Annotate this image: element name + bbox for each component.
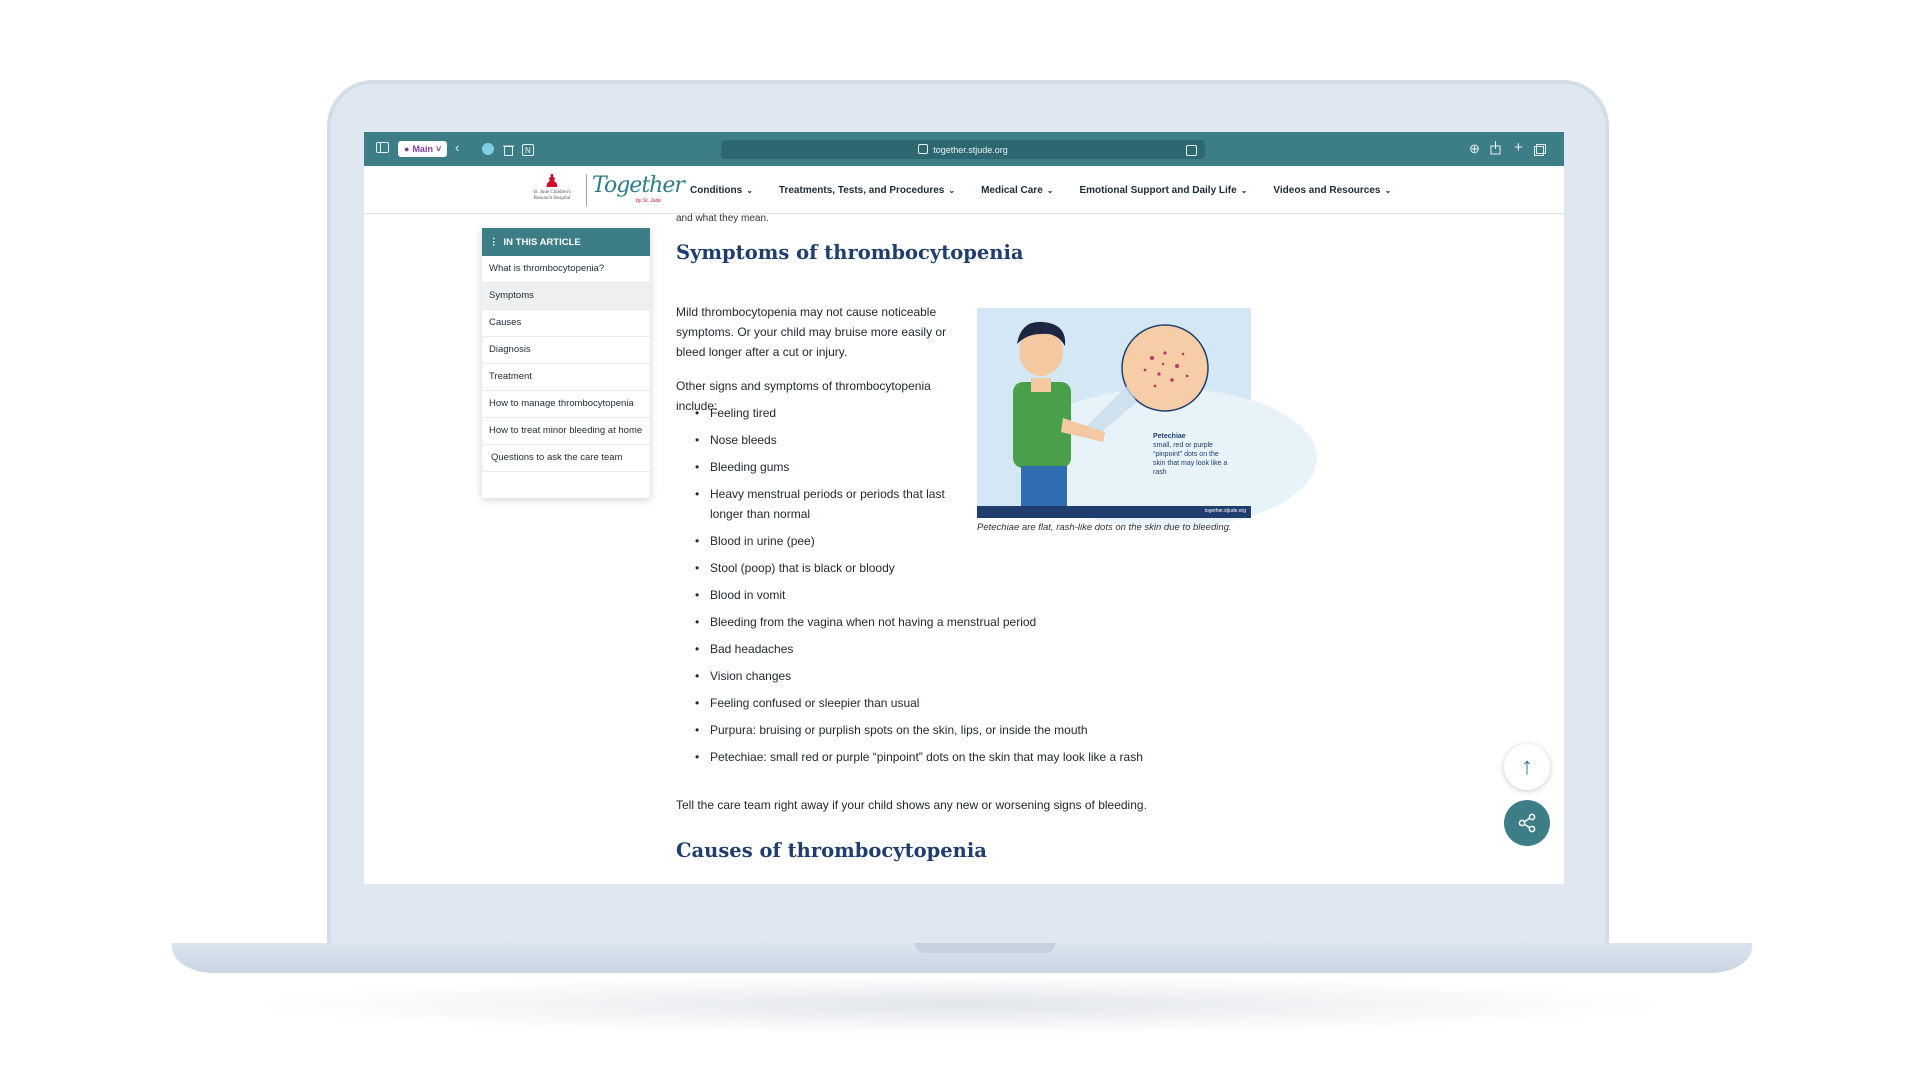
toc-item-questions[interactable]: Questions to ask the care team [482, 445, 650, 472]
petechiae-label-text: small, red or purple “pinpoint” dots on the skin that may look like a rash [1153, 442, 1228, 476]
svg-text:N: N [525, 146, 531, 155]
logo-divider [586, 174, 587, 206]
list-item: • Heavy menstrual periods or periods that last longer than normal [676, 484, 974, 524]
chevron-down-icon: ⌄ [746, 185, 753, 195]
nav-label: Conditions [690, 184, 743, 196]
reader-icon[interactable] [1186, 143, 1197, 161]
nav-label: Treatments, Tests, and Procedures [778, 184, 945, 196]
extension-icon[interactable] [482, 143, 494, 155]
list-item: • Stool (poop) that is black or bloody [676, 558, 1143, 578]
list-item: • Vision changes [676, 666, 1143, 686]
together-logo[interactable]: Together [592, 173, 684, 198]
person-icon: ● [404, 144, 410, 154]
url-text: together.stjude.org [933, 144, 1008, 155]
toc-item-symptoms[interactable]: Symptoms [482, 283, 650, 310]
list-item: • Blood in vomit [676, 585, 1143, 605]
share-icon[interactable] [1490, 141, 1501, 160]
nav-videos-resources[interactable] [1273, 185, 1391, 196]
back-icon[interactable]: ‹ [455, 140, 460, 155]
sidebar-icon[interactable] [376, 142, 389, 156]
toc-item-minor-bleeding[interactable]: How to treat minor bleeding at home [482, 418, 650, 445]
nav-treatments[interactable] [779, 185, 955, 196]
figure-footer [977, 506, 1251, 518]
petechiae-label-title: Petechiae [1153, 433, 1186, 440]
st-jude-seal-icon: ♟ [543, 171, 561, 191]
laptop-notch [915, 943, 1055, 953]
browser-toolbar [364, 132, 1564, 166]
petechiae-illustration [977, 308, 1251, 518]
toc-item-treatment[interactable]: Treatment [482, 364, 650, 391]
figure-caption: Petechiae are flat, rash-like dots on the skin due to bleeding. [977, 522, 1232, 533]
list-item: • Nose bleeds [676, 430, 1143, 450]
nav-medical-care[interactable] [981, 185, 1053, 196]
chevron-down-icon: ⌄ [948, 185, 956, 195]
kebab-icon: ⋮ [489, 236, 499, 248]
browser-screen [364, 132, 1564, 884]
tabs-icon[interactable] [1534, 143, 1546, 161]
list-item: • Petechiae: small red or purple “pinpoint” dots on the skin that may look like a rash [676, 747, 1143, 767]
arrow-up-icon: ↑ [1521, 753, 1533, 780]
toc-item-diagnosis[interactable]: Diagnosis [482, 337, 650, 364]
petechiae-label [1153, 432, 1233, 477]
new-tab-icon[interactable]: + [1514, 139, 1523, 156]
nav-label: Medical Care [981, 184, 1043, 196]
previous-paragraph-fragment: and what they mean. [676, 213, 769, 224]
download-icon[interactable]: ⊕ [1469, 141, 1480, 156]
petechiae-illustration-art [977, 308, 1251, 518]
chevron-down-icon: ⌄ [1240, 185, 1248, 195]
back-to-top-button[interactable] [1504, 744, 1550, 790]
toc-heading-label: IN THIS ARTICLE [503, 236, 581, 248]
trash-icon[interactable] [503, 143, 514, 161]
list-item: • Feeling tired [676, 403, 1143, 423]
list-item: • Bad headaches [676, 639, 1143, 659]
in-this-article-panel [482, 228, 650, 498]
toc-item-what-is[interactable]: What is thrombocytopenia? [482, 256, 650, 283]
symptoms-intro: Mild thrombocytopenia may not cause noticeable symptoms. Or your child may bruise more easily or bleed longer after a cut or injury. [676, 305, 947, 359]
address-bar[interactable] [721, 140, 1205, 159]
profile-switcher[interactable] [398, 141, 447, 157]
list-item: • Blood in urine (pee) [676, 531, 1143, 551]
symptoms-list-intro: Other signs and symptoms of thrombocytopenia include: [676, 379, 931, 413]
figure-footer-url: together.stjude.org [1204, 508, 1246, 514]
chevron-down-icon: ˅ [435, 144, 442, 154]
chevron-down-icon: ⌄ [1046, 185, 1054, 195]
st-jude-logo[interactable] [528, 172, 576, 206]
notion-icon[interactable] [522, 143, 534, 161]
share-button[interactable] [1504, 800, 1550, 846]
toc-item-manage[interactable]: How to manage thrombocytopenia [482, 391, 650, 418]
laptop-shadow [240, 975, 1680, 1035]
nav-emotional-support[interactable] [1079, 185, 1247, 196]
list-item: • Bleeding gums [676, 457, 1143, 477]
list-item: • Bleeding from the vagina when not having a menstrual period [676, 612, 1143, 632]
main-nav [690, 166, 1417, 214]
symptoms-heading: Symptoms of thrombocytopenia [676, 241, 1024, 264]
nav-label: Emotional Support and Daily Life [1079, 184, 1237, 196]
list-item: • Purpura: bruising or purplish spots on the skin, lips, or inside the mouth [676, 720, 1143, 740]
toc-item-causes[interactable]: Causes [482, 310, 650, 337]
nav-label: Videos and Resources [1273, 184, 1381, 196]
site-favicon-icon [918, 144, 928, 156]
list-item: • Feeling confused or sleepier than usual [676, 693, 1143, 713]
together-tagline: by St. Jude [636, 198, 662, 204]
causes-heading: Causes of thrombocytopenia [676, 839, 987, 862]
closing-paragraph: Tell the care team right away if your child shows any new or worsening signs of bleeding. [676, 798, 1147, 812]
toc-heading [482, 228, 650, 256]
logo-org-text: St. Jude Children's Research Hospital [533, 190, 571, 201]
nav-conditions[interactable] [690, 185, 753, 196]
profile-label: Main [412, 144, 433, 154]
chevron-down-icon: ⌄ [1384, 185, 1392, 195]
site-header [364, 166, 1564, 214]
share-network-icon [1517, 813, 1537, 833]
